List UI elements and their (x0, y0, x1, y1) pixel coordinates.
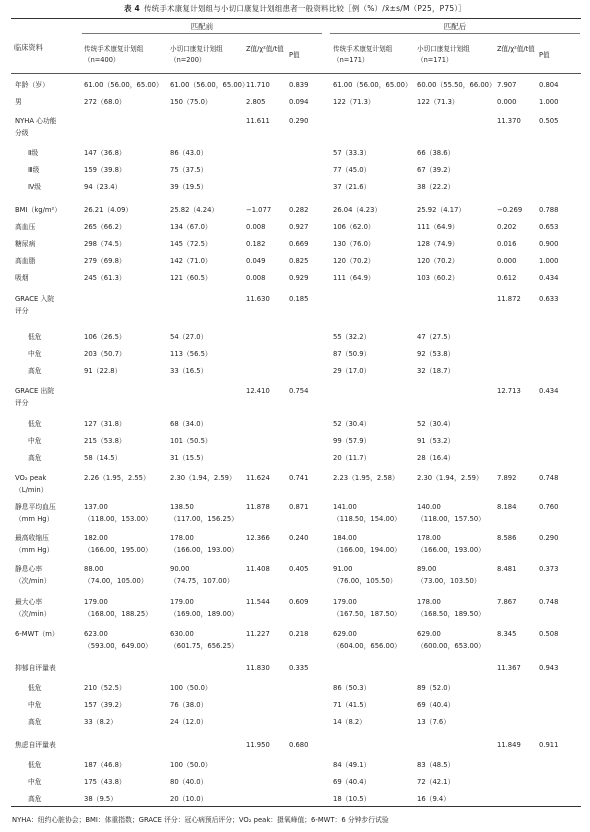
cell-a-range: （168.00，188.25） (84, 610, 152, 618)
cell-a: 175（43.8） (84, 778, 126, 786)
row-label: 静息平均血压 (15, 503, 56, 511)
cell-p1: 0.839 (289, 81, 309, 89)
cell-s1: 11.227 (246, 630, 270, 638)
cell-c: 57（33.3） (333, 149, 371, 157)
header-post-small: 小切口康复计划组（n=171） (417, 45, 470, 64)
cell-a: 182.00 (84, 534, 108, 542)
cell-p2: 0.633 (539, 295, 559, 303)
cell-d: 89.00 (417, 565, 437, 573)
cell-p2: 0.505 (539, 117, 559, 125)
table-row (0, 777, 590, 791)
cell-c-range: （76.00，105.50） (333, 577, 397, 585)
table-row (0, 502, 590, 523)
cell-d: 140.00 (417, 503, 441, 511)
header-pre-p: P值 (289, 51, 300, 59)
cell-d: 47（27.5） (417, 333, 455, 341)
cell-b: 145（72.5） (170, 240, 212, 248)
row-label-line2: （mm Hg） (15, 515, 54, 523)
cell-a-range: （593.00，649.00） (84, 642, 152, 650)
row-label: 高危 (28, 454, 42, 462)
table-row (0, 419, 590, 433)
row-label: 高血脂 (15, 257, 36, 265)
cell-p2: 0.943 (539, 664, 559, 672)
cell-b: 90.00 (170, 565, 190, 573)
cell-c: 179.00 (333, 598, 357, 606)
cell-c: 106（62.0） (333, 223, 375, 231)
row-label: 6-MWT（m） (15, 630, 59, 638)
cell-c-range: （118.50，154.00） (333, 515, 401, 523)
table-row (0, 294, 590, 315)
cell-s2: −0.269 (497, 206, 523, 214)
cell-a: 623.00 (84, 630, 108, 638)
cell-b: 86（43.0） (170, 149, 208, 157)
cell-p1: 0.754 (289, 387, 309, 395)
cell-a: 33（8.2） (84, 718, 118, 726)
cell-d-range: （118.00，157.50） (417, 515, 485, 523)
row-label: 年龄（岁） (15, 81, 49, 89)
cell-c: 2.23（1.95，2.58） (333, 474, 399, 482)
cell-c: 52（30.4） (333, 420, 371, 428)
row-label-line2: 分级 (15, 129, 29, 137)
table-row (0, 453, 590, 467)
cell-d: 122（71.3） (417, 98, 459, 106)
cell-b: 100（50.0） (170, 761, 212, 769)
cell-p2: 0.748 (539, 598, 559, 606)
cell-d: 72（42.1） (417, 778, 455, 786)
cell-d: 178.00 (417, 598, 441, 606)
row-label: VO₂ peak (15, 474, 47, 482)
cell-a: 215（53.8） (84, 437, 126, 445)
cell-b: 100（50.0） (170, 684, 212, 692)
cell-d: 92（53.8） (417, 350, 455, 358)
cell-c: 184.00 (333, 534, 357, 542)
table-row (0, 256, 590, 270)
cell-c: 69（40.4） (333, 778, 371, 786)
cell-s1: 0.008 (246, 274, 266, 282)
cell-s2: 8.586 (497, 534, 517, 542)
cell-b: 121（60.5） (170, 274, 212, 282)
cell-s1: 11.878 (246, 503, 270, 511)
cell-d: 178.00 (417, 534, 441, 542)
cell-s1: 0.182 (246, 240, 266, 248)
header-label: 临床资料 (14, 43, 43, 52)
cell-a: 187（46.8） (84, 761, 126, 769)
table-row (0, 533, 590, 554)
cell-s1: 11.624 (246, 474, 270, 482)
row-label: 高危 (28, 795, 42, 803)
cell-a: 157（39.2） (84, 701, 126, 709)
row-label: 低危 (28, 333, 42, 341)
group-underline-pre (82, 33, 322, 34)
table-row (0, 148, 590, 162)
cell-c-range: （166.00，194.00） (333, 546, 401, 554)
cell-b: 101（50.5） (170, 437, 212, 445)
cell-p2: 0.748 (539, 474, 559, 482)
cell-a-range: （166.00，195.00） (84, 546, 152, 554)
cell-p2: 0.900 (539, 240, 559, 248)
cell-s2: 0.000 (497, 98, 517, 106)
cell-b: 75（37.5） (170, 166, 208, 174)
cell-a: 61.00（56.00，65.00） (84, 81, 163, 89)
row-label: 低危 (28, 420, 42, 428)
cell-p2: 0.434 (539, 387, 559, 395)
cell-p1: 0.335 (289, 664, 309, 672)
row-label-line2: 评分 (15, 307, 29, 315)
cell-d: 83（48.5） (417, 761, 455, 769)
row-label-line2: （L/min） (15, 486, 48, 494)
row-label: 高危 (28, 718, 42, 726)
table-row (0, 205, 590, 219)
row-label: 最高收缩压 (15, 534, 49, 542)
cell-c: 120（70.2） (333, 257, 375, 265)
cell-a: 147（36.8） (84, 149, 126, 157)
table-row (0, 386, 590, 407)
cell-b: 2.30（1.94，2.59） (170, 474, 236, 482)
cell-d-range: （168.50，189.50） (417, 610, 485, 618)
cell-p2: 0.788 (539, 206, 559, 214)
cell-s2: 7.892 (497, 474, 517, 482)
cell-d-range: （73.00，103.50） (417, 577, 481, 585)
cell-a: 2.26（1.95，2.55） (84, 474, 150, 482)
cell-s2: 8.345 (497, 630, 517, 638)
cell-b: 150（75.0） (170, 98, 212, 106)
cell-d: 16（9.4） (417, 795, 451, 803)
table-row (0, 629, 590, 650)
cell-d: 38（22.2） (417, 183, 455, 191)
table-row (0, 182, 590, 196)
cell-a-range: （74.00，105.00） (84, 577, 148, 585)
table-number: 表 4 (124, 4, 140, 13)
cell-s2: 8.184 (497, 503, 517, 511)
row-label: 糖尿病 (15, 240, 36, 248)
row-label: GRACE 入院 (15, 295, 55, 303)
table-row (0, 332, 590, 346)
row-label: 最大心率 (15, 598, 43, 606)
group-underline-post (330, 33, 580, 34)
cell-a: 272（68.0） (84, 98, 126, 106)
cell-p1: 0.240 (289, 534, 309, 542)
cell-c: 87（50.9） (333, 350, 371, 358)
cell-c: 130（76.0） (333, 240, 375, 248)
cell-c-range: （167.50，187.50） (333, 610, 401, 618)
group-header-post: 匹配后 (443, 22, 467, 31)
cell-p1: 0.218 (289, 630, 309, 638)
cell-s2: 12.713 (497, 387, 521, 395)
cell-s1: 0.008 (246, 223, 266, 231)
cell-c: 14（8.2） (333, 718, 367, 726)
cell-c: 29（17.0） (333, 367, 371, 375)
cell-a: 279（69.8） (84, 257, 126, 265)
table-footnote: NYHA：纽约心脏协会；BMI：体重指数；GRACE 评分：冠心病预后评分；VO₂ peak：摄氧峰值；6-MWT：6 分钟步行试验 (12, 816, 389, 824)
row-label: 低危 (28, 684, 42, 692)
cell-p2: 0.760 (539, 503, 559, 511)
cell-b: 178.00 (170, 534, 194, 542)
cell-s1: 11.630 (246, 295, 270, 303)
cell-c: 122（71.3） (333, 98, 375, 106)
cell-b: 68（34.0） (170, 420, 208, 428)
cell-c: 629.00 (333, 630, 357, 638)
cell-a: 137.00 (84, 503, 108, 511)
cell-c: 18（10.5） (333, 795, 371, 803)
cell-c: 86（50.3） (333, 684, 371, 692)
cell-b-range: （74.75，107.00） (170, 577, 234, 585)
header-pre-trad: 传统手术康复计划组（n=400） (84, 45, 144, 64)
table-row (0, 760, 590, 774)
row-label: GRACE 出院 (15, 387, 55, 395)
cell-d: 25.92（4.17） (417, 206, 466, 214)
cell-c: 61.00（56.00，65.00） (333, 81, 412, 89)
cell-d: 32（18.7） (417, 367, 455, 375)
cell-b-range: （169.00，189.00） (170, 610, 238, 618)
cell-p1: 0.680 (289, 741, 309, 749)
table-row (0, 436, 590, 450)
cell-c: 91.00 (333, 565, 353, 573)
table-row (0, 700, 590, 714)
table-row (0, 473, 590, 494)
cell-p1: 0.927 (289, 223, 309, 231)
cell-s1: 11.710 (246, 81, 270, 89)
cell-c: 141.00 (333, 503, 357, 511)
cell-s1: 11.830 (246, 664, 270, 672)
cell-a: 91（22.8） (84, 367, 122, 375)
cell-s1: 11.611 (246, 117, 270, 125)
cell-s2: 8.481 (497, 565, 517, 573)
row-label: 中危 (28, 350, 42, 358)
cell-d: 89（52.0） (417, 684, 455, 692)
row-label: 中危 (28, 437, 42, 445)
cell-b: 20（10.0） (170, 795, 208, 803)
cell-a: 94（23.4） (84, 183, 122, 191)
cell-p1: 0.290 (289, 117, 309, 125)
cell-d-range: （166.00，193.00） (417, 546, 485, 554)
table-caption (0, 3, 590, 14)
cell-b: 54（27.0） (170, 333, 208, 341)
cell-p1: 0.741 (289, 474, 309, 482)
cell-b: 80（40.0） (170, 778, 208, 786)
cell-s2: 11.367 (497, 664, 521, 672)
cell-a: 58（14.5） (84, 454, 122, 462)
cell-d: 2.30（1.94，2.59） (417, 474, 483, 482)
cell-b: 142（71.0） (170, 257, 212, 265)
table-row (0, 222, 590, 236)
cell-c: 26.04（4.23） (333, 206, 382, 214)
row-label: 低危 (28, 761, 42, 769)
cell-s2: 11.849 (497, 741, 521, 749)
cell-a: 245（61.3） (84, 274, 126, 282)
row-label-line2: （次/min） (15, 577, 51, 585)
table-row (0, 366, 590, 380)
cell-p1: 0.405 (289, 565, 309, 573)
cell-a: 159（39.8） (84, 166, 126, 174)
cell-p1: 0.094 (289, 98, 309, 106)
cell-s1: 11.950 (246, 741, 270, 749)
cell-a: 38（9.5） (84, 795, 118, 803)
table-row (0, 273, 590, 287)
bottom-rule (11, 806, 581, 807)
row-label: Ⅲ级 (28, 166, 40, 174)
cell-b-range: （166.00，193.00） (170, 546, 238, 554)
cell-b: 630.00 (170, 630, 194, 638)
header-rule (11, 73, 581, 74)
row-label: 男 (15, 98, 22, 106)
table-row (0, 239, 590, 253)
table-row (0, 349, 590, 363)
cell-b: 39（19.5） (170, 183, 208, 191)
cell-b: 113（56.5） (170, 350, 212, 358)
cell-p1: 0.669 (289, 240, 309, 248)
cell-d-range: （600.00，653.00） (417, 642, 485, 650)
row-label-line2: （次/min） (15, 610, 51, 618)
cell-b: 33（16.5） (170, 367, 208, 375)
table-row (0, 97, 590, 111)
row-label: NYHA 心功能 (15, 117, 57, 125)
row-label: BMI（kg/m²） (15, 206, 62, 214)
cell-s2: 0.202 (497, 223, 517, 231)
cell-s2: 0.016 (497, 240, 517, 248)
table-row (0, 597, 590, 618)
row-label: 中危 (28, 701, 42, 709)
cell-p1: 0.825 (289, 257, 309, 265)
cell-a: 298（74.5） (84, 240, 126, 248)
table-row (0, 165, 590, 179)
cell-d: 91（53.2） (417, 437, 455, 445)
cell-d: 69（40.4） (417, 701, 455, 709)
cell-c: 99（57.9） (333, 437, 371, 445)
row-label: 高危 (28, 367, 42, 375)
cell-c: 84（49.1） (333, 761, 371, 769)
cell-b: 138.50 (170, 503, 194, 511)
cell-c: 71（41.5） (333, 701, 371, 709)
cell-s2: 11.872 (497, 295, 521, 303)
header-pre-small: 小切口康复计划组（n=200） (170, 45, 223, 64)
table-row (0, 717, 590, 731)
cell-b: 134（67.0） (170, 223, 212, 231)
row-label: Ⅱ级 (28, 149, 39, 157)
cell-p1: 0.185 (289, 295, 309, 303)
cell-d: 28（16.4） (417, 454, 455, 462)
row-label: 吸烟 (15, 274, 29, 282)
top-rule (11, 18, 581, 19)
table-row (0, 564, 590, 585)
cell-p2: 0.434 (539, 274, 559, 282)
cell-p1: 0.929 (289, 274, 309, 282)
row-label: 高血压 (15, 223, 36, 231)
group-header-pre: 匹配前 (190, 22, 214, 31)
cell-b: 61.00（56.00，65.00） (170, 81, 249, 89)
cell-s1: −1.077 (246, 206, 272, 214)
cell-p2: 0.653 (539, 223, 559, 231)
cell-d: 67（39.2） (417, 166, 455, 174)
cell-b: 25.82（4.24） (170, 206, 219, 214)
cell-p1: 0.282 (289, 206, 309, 214)
cell-b: 76（38.0） (170, 701, 208, 709)
cell-a: 203（50.7） (84, 350, 126, 358)
cell-p2: 0.804 (539, 81, 559, 89)
cell-s2: 0.612 (497, 274, 517, 282)
cell-b: 24（12.0） (170, 718, 208, 726)
row-label: 中危 (28, 778, 42, 786)
table-row (0, 740, 590, 754)
cell-d: 111（64.9） (417, 223, 459, 231)
cell-d: 66（38.6） (417, 149, 455, 157)
cell-a: 179.00 (84, 598, 108, 606)
header-post-trad: 传统手术康复计划组（n=171） (333, 45, 393, 64)
cell-p2: 1.000 (539, 257, 559, 265)
cell-s1: 0.049 (246, 257, 266, 265)
cell-s2: 0.000 (497, 257, 517, 265)
cell-a: 265（66.2） (84, 223, 126, 231)
cell-b-range: （601.75，656.25） (170, 642, 238, 650)
cell-d: 52（30.4） (417, 420, 455, 428)
table-title: 传统手术康复计划组与小切口康复计划组患者一般资料比较［例（%）/x̄±s/M（P25，P75）］ (143, 4, 466, 13)
cell-p2: 0.290 (539, 534, 559, 542)
cell-s2: 11.370 (497, 117, 521, 125)
cell-a-range: （118.00，153.00） (84, 515, 152, 523)
cell-a: 127（31.8） (84, 420, 126, 428)
cell-p2: 0.508 (539, 630, 559, 638)
table-row (0, 663, 590, 677)
cell-c-range: （604.00，656.00） (333, 642, 401, 650)
cell-s2: 7.867 (497, 598, 517, 606)
cell-c: 20（11.7） (333, 454, 371, 462)
row-label: Ⅳ级 (28, 183, 42, 191)
cell-s1: 11.544 (246, 598, 270, 606)
header-pre-stat: Z值/χ²值/t值 (246, 45, 284, 53)
cell-b: 31（15.5） (170, 454, 208, 462)
cell-p2: 1.000 (539, 98, 559, 106)
cell-p2: 0.373 (539, 565, 559, 573)
table-row (0, 116, 590, 137)
table-row (0, 80, 590, 94)
cell-s1: 12.410 (246, 387, 270, 395)
cell-a: 88.00 (84, 565, 104, 573)
cell-p2: 0.911 (539, 741, 559, 749)
cell-d: 128（74.9） (417, 240, 459, 248)
row-label-line2: （mm Hg） (15, 546, 54, 554)
table-row (0, 683, 590, 697)
cell-p1: 0.609 (289, 598, 309, 606)
cell-a: 106（26.5） (84, 333, 126, 341)
row-label: 焦虑自评量表 (15, 741, 56, 749)
cell-b: 179.00 (170, 598, 194, 606)
cell-d: 120（70.2） (417, 257, 459, 265)
cell-c: 77（45.0） (333, 166, 371, 174)
cell-c: 37（21.6） (333, 183, 371, 191)
cell-d: 629.00 (417, 630, 441, 638)
cell-s2: 7.907 (497, 81, 517, 89)
cell-c: 55（32.2） (333, 333, 371, 341)
cell-p1: 0.871 (289, 503, 309, 511)
header-post-stat: Z值/χ²值/t值 (497, 45, 535, 53)
cell-d: 13（7.6） (417, 718, 451, 726)
cell-s1: 2.805 (246, 98, 266, 106)
cell-s1: 11.408 (246, 565, 270, 573)
row-label: 抑郁自评量表 (15, 664, 56, 672)
cell-c: 111（64.9） (333, 274, 375, 282)
row-label: 静息心率 (15, 565, 43, 573)
cell-a: 26.21（4.09） (84, 206, 133, 214)
cell-d: 60.00（55.50，66.00） (417, 81, 496, 89)
cell-d: 103（60.2） (417, 274, 459, 282)
header-post-p: P值 (539, 51, 550, 59)
cell-s1: 12.366 (246, 534, 270, 542)
cell-a: 210（52.5） (84, 684, 126, 692)
cell-b-range: （117.00，156.25） (170, 515, 238, 523)
row-label-line2: 评分 (15, 399, 29, 407)
